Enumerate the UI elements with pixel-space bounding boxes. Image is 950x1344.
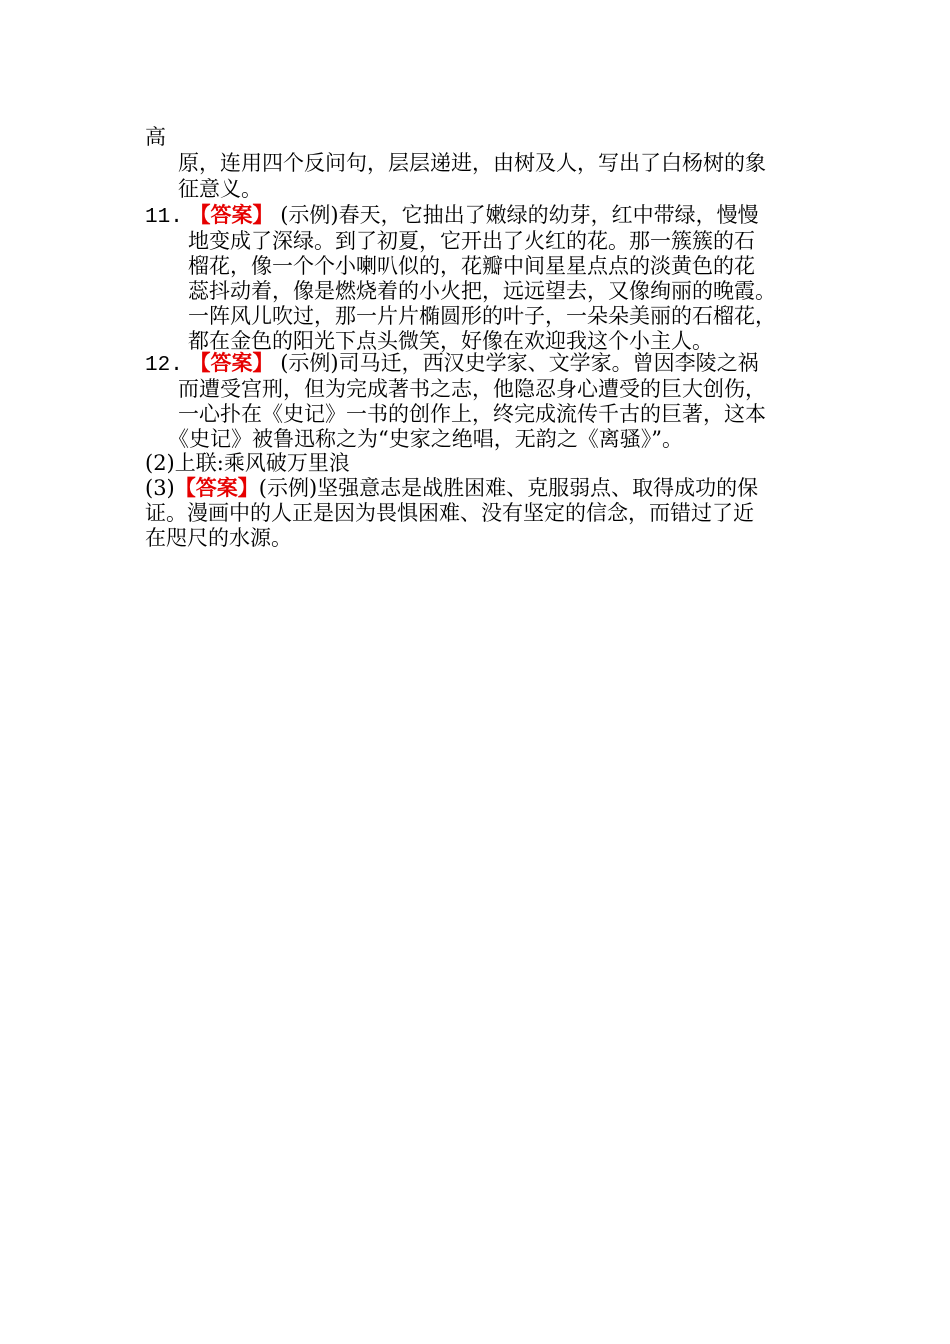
answer-tag: 【答案】 [174, 475, 259, 500]
item12-part3-line3: 在咫尺的水源。 [145, 526, 292, 550]
answer-tag: 【答案】 [189, 350, 274, 375]
item12-number: 12. [145, 354, 183, 377]
answer-tag: 【答案】 [189, 202, 274, 227]
item11-line6: 都在金色的阳光下点头微笑，好像在欢迎我这个小主人。 [188, 329, 713, 353]
item10-line1: 高 [145, 125, 166, 149]
item11-number: 11. [145, 206, 183, 229]
part3-line1-text: (示例)坚强意志是战胜困难、克服弱点、取得成功的保 [258, 476, 759, 500]
item12-line4: 《史记》被鲁迅称之为“史家之绝唱，无韵之《离骚》”。 [168, 427, 683, 451]
item11-line1-text: (示例)春天，它抽出了嫩绿的幼芽，红中带绿，慢慢 [280, 203, 759, 227]
item12-line3: 一心扑在《史记》一书的创作上，终完成流传千古的巨著，这本 [178, 402, 766, 426]
item11-line5: 一阵风儿吹过，那一片片椭圆形的叶子，一朵朵美丽的石榴花， [188, 304, 776, 328]
item11-line2: 地变成了深绿。到了初夏，它开出了火红的花。那一簇簇的石 [188, 229, 755, 253]
item11-line1 [145, 202, 759, 231]
item11-line4: 蕊抖动着，像是燃烧着的小火把，远远望去，又像绚丽的晚霞。 [188, 279, 776, 303]
item10-line3: 征意义。 [178, 177, 262, 201]
item12-line1 [145, 350, 759, 379]
item11-line3: 榴花，像一个个小喇叭似的，花瓣中间星星点点的淡黄色的花 [188, 254, 755, 278]
item12-line2: 而遭受宫刑，但为完成著书之志，他隐忍身心遭受的巨大创伤， [178, 377, 766, 401]
item12-part3-line1 [145, 475, 758, 501]
item10-line2: 原，连用四个反问句，层层递进，由树及人，写出了白杨树的象 [178, 151, 766, 175]
item12-part3-line2: 证。漫画中的人正是因为畏惧困难、没有坚定的信念，而错过了近 [145, 501, 754, 525]
part3-prefix: (3) [145, 476, 175, 500]
item12-line1-text: (示例)司马迁，西汉史学家、文学家。曾因李陵之祸 [280, 351, 759, 375]
item12-part2: (2)上联:乘风破万里浪 [145, 451, 350, 475]
